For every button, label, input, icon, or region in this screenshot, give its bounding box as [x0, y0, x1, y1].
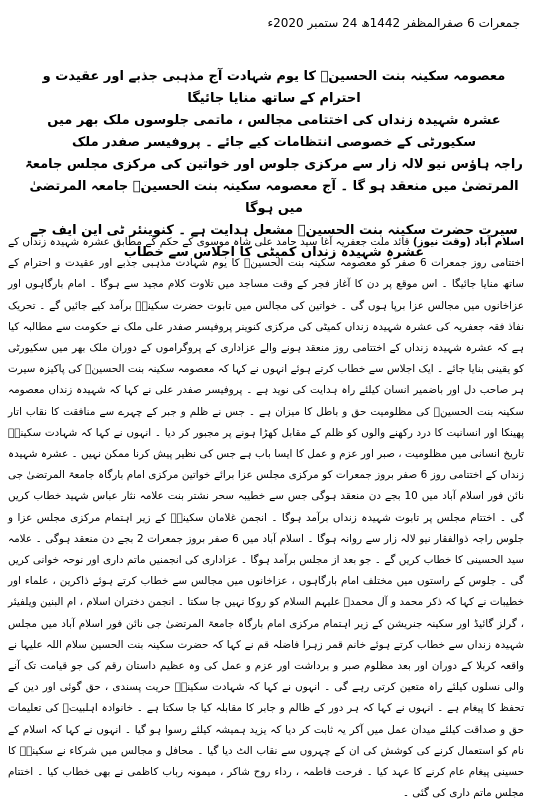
headline-main: معصومہ سکینہ بنت الحسینؑ کا یوم شہادت آج مذہبی جذبے اور عقیدت و احترام کے ساتھ منایا جائیگا	[42, 69, 506, 106]
article-dateline-place: اسلام آباد	[474, 236, 524, 248]
article-dateline-source: (وقت نیوز)	[412, 236, 471, 248]
article-text: قائد ملت جعفریہ آغا سید حامد علی شاہ موسوی کے حکم کے مطابق عشرہ شہیدہ زنداں کے اختتامی روز جمعرات 6 صفر کو معصومہ سکینہ بنت الحسینؑ کا یوم شہادت مذہبی جذبے اور عقیدت و احترام کے ساتھ منایا جائیگا ۔ اس موقع پر دن کا آغاز فجر کے وقت مساجد میں تلاوت کلام مجید سے ہوگا ۔ امام بارگاہوں اور عزاخانوں میں مجالس عزا برپا ہوں گی ۔ خواتین کی مجالس میں تابوت حضرت سکینہؑ برآمد کیے جائیں گے ۔ تحریک نفاذ فقہ جعفریہ کی عشرہ شہیدہ زنداں کمیٹی کی مرکزی کنوینر پروفیسر صفدر علی ملک نے حکومت سے مطالبہ کیا ہے کہ عشرہ شہیدہ زنداں کے اختتامی روز منعقد ہونے والے عزاداری کے پروگراموں کے دوران ملک بھر میں سکیورٹی کو یقینی بنایا جائے ۔ ایک اجلاس سے خطاب کرتے ہوئے انہوں نے کہا کہ معصومہ سکینہ بنت الحسینؑ کی پاکیزہ سیرت ہر صاحب دل اور باضمیر انسان کیلئے راہ ہدایت کی نوید ہے ۔ پروفیسر صفدر علی نے کہا کہ شہیدہ زنداں معصومہ سکینہ بنت الحسینؑ کی مظلومیت حق و باطل کا میزان ہے ۔ جس نے ظلم و جبر کے چہرے سے منافقت کا نقاب اتار پھینکا اور انسانیت کا درد رکھنے والوں کو ظلم کے مقابل کھڑا ہونے پر مجبور کر دیا ۔ انہوں نے کہا کہ شہادت سکینہؑ تاریخ انسانی میں مظلومیت ، صبر اور عزم و عمل کا ایسا باب ہے جس کی نظیر پیش کرنا ممکن نہیں ۔ عشرہ شہیدہ زنداں کے اختتامی روز 6 صفر بروز جمعرات کو مرکزی مجلس عزا برائے خواتین مرکزی امام بارگاہ جامعۃ المرتضیٰ جی نائن فور اسلام آباد میں 10 بجے دن منعقد ہوگی جس سے خطیبہ سحر نشتر بنت علامہ نثار عباس شہید خطاب کریں گی ۔ اختتام مجلس پر تابوت شہیدہ زنداں برآمد ہوگا ۔ انجمن غلامان سکینہؑ کے زیر اہتمام مرکزی مجلس عزا و جلوس راجہ ذوالفقار نیو لالہ زار سے روانہ ہوگا ۔ اسلام آباد میں 6 صفر بروز جمعرات 2 بجے دن منعقد ہوگی ۔ علامہ سید الحسینی کا خطاب کریں گے ۔ جو بعد از مجلس برآمد ہوگا ۔ عزاداری کی انجمنیں ماتم داری اور نوحہ خوانی کریں گی ۔ جلوس کے راستوں میں مختلف امام بارگاہوں ، عزاخانوں میں مجالس سے خطاب کرتے ہوئے ذاکرین ، علماء اور خطیبات نے کہا کہ ذکر محمد و آل محمدؐ علیہم السلام کو روکا نہیں جا سکتا ۔ انجمن دختران اسلام ، ام البنین ویلفیئر ، گرلز گائیڈ اور سکینہ جنریشن کے زیر اہتمام مرکزی امام بارگاہ جامعۃ المرتضیٰ جی نائن فور اسلام آباد میں مجلس شہیدہ زنداں سے خطاب کرتے ہوئے خانم قمر زہرا فاضلہ قم نے کہا کہ حضرت سکینہ بنت الحسین سلام اللہ علیہا نے واقعہ کربلا کے دوران اور بعد مظلوم صبر و برداشت اور عزم و عمل کی وہ عظیم داستان رقم کی جو قیامت تک آنے والی نسلوں کیلئے راہ متعین کرتی رہے گی ۔ انہوں نے کہا کہ شہادت سکینہؑ حریت پسندی ، حق گوئی اور دین کے تحفظ کا پیغام ہے ۔ انہوں نے کہا کہ ہر دور کے ظالم و جابر کا مقابلہ کیا جا سکتا ہے ۔ خانوادہ اہلبیتؑ کی تعلیمات حق و صداقت کیلئے میدان عمل میں آکر یہ ثابت کر دیا کہ یزید ہمیشہ کیلئے رسوا ہو گیا ۔ انہوں نے کہا کہ اسلام کے نام کو استعمال کرنے کی کوشش کی ان کے چہروں سے نقاب الٹ دیا گیا ۔ محافل و مجالس میں شرکاء نے سکینہؑ کا حسینی پیغام عام کرنے کا عہد کیا ۔ فرحت فاطمہ ، رداء روح شاکر ، میمونہ رباب کاظمی نے بھی خطاب کیا ۔ اختتام مجلس ماتم داری کی گئی ۔	[8, 236, 525, 800]
article-body	[8, 232, 525, 800]
headline-sub-2: راجہ ہاؤس نیو لالہ زار سے مرکزی جلوس اور خواتین کی مرکزی مجلس جامعۃ المرتضیٰ میں منعقد ہو گا ۔ آج معصومہ سکینہ بنت الحسینؑ جامعہ المرتضیٰ میں ہوگا	[25, 157, 523, 216]
article-paragraph	[8, 232, 524, 804]
headline-sub-3: سیرت حضرت سکینہ بنت الحسینؑ مشعل ہدایت ہے ۔ کنوینئر ٹی این ایف جے عشرہ شہیدہ زنداں کمیٹی کا اجلاس سے خطاب	[30, 223, 518, 260]
headline-sub-1: عشرہ شہیدہ زنداں کی اختتامی مجالس ، ماتمی جلوسوں ملک بھر میں سکیورٹی کے خصوصی انتظامات کیے جائے ۔ پروفیسر صفدر ملک	[47, 113, 501, 150]
issue-date: جمعرات 6 صفرالمظفر 1442ھ 24 ستمبر 2020ء	[267, 16, 520, 30]
